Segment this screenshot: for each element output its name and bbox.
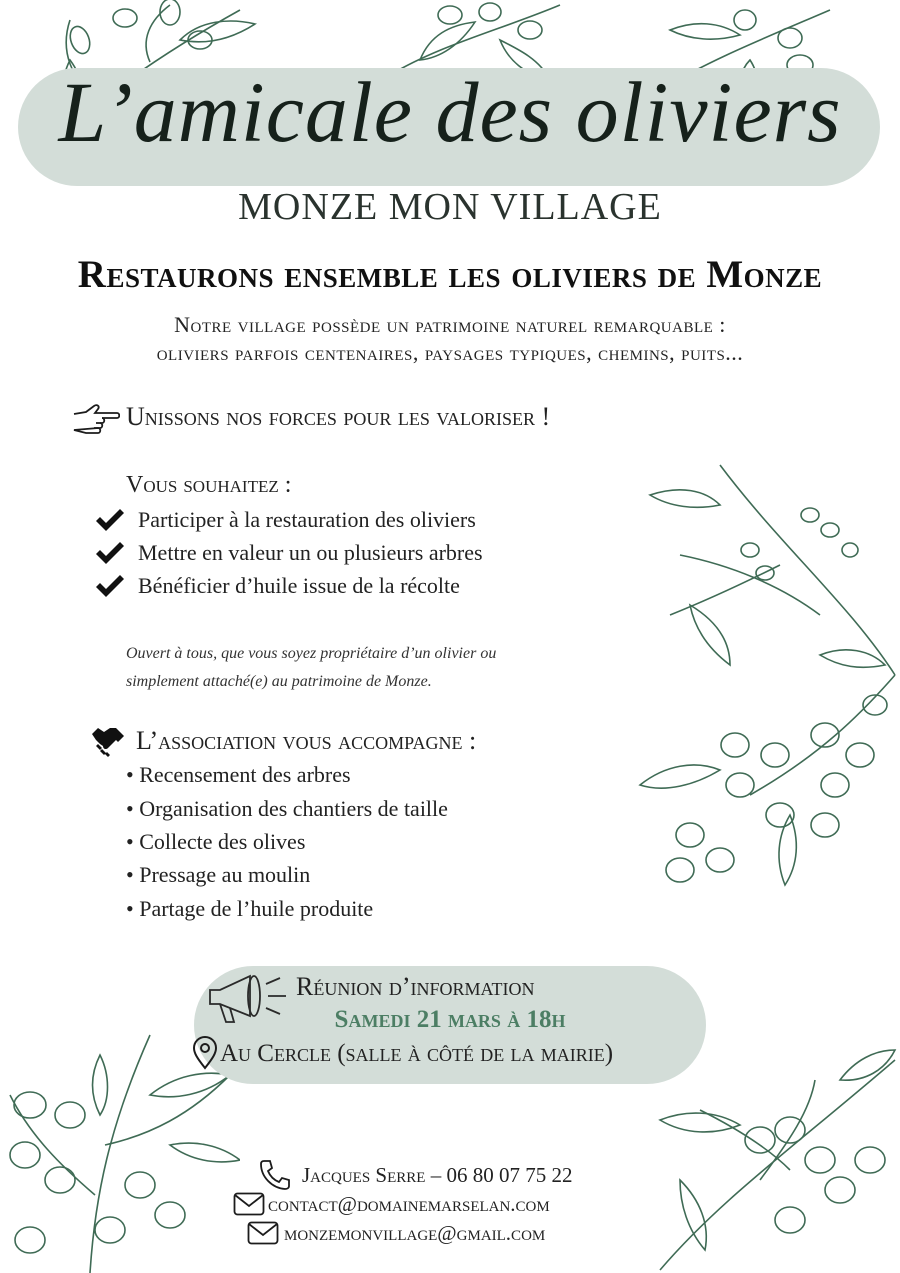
envelope-icon [233, 1192, 265, 1220]
checkmark-icon [94, 507, 126, 533]
open-note [126, 640, 566, 696]
location-pin-icon [192, 1036, 218, 1074]
checkmark-icon [94, 573, 126, 599]
pointing-hand-icon [72, 402, 120, 440]
unite-text: Unissons nos forces pour les valoriser ! [126, 402, 551, 431]
list-item: • Collecte des olives [126, 829, 306, 854]
wish-item-text: Mettre en valeur un ou plusieurs arbres [138, 540, 483, 565]
list-item: • Organisation des chantiers de taille [126, 796, 448, 821]
list-item: • Partage de l’huile produite [126, 896, 374, 921]
handshake-icon [90, 724, 126, 762]
meeting-place: Au Cercle (salle à côté de la mairie) [220, 1040, 614, 1067]
list-item [94, 504, 476, 536]
wish-item-text: Participer à la restauration des oliviers [138, 507, 476, 532]
association-title: L’association vous accompagne : [136, 726, 477, 755]
contact-email-2[interactable]: monzemonvillage@gmail.com [284, 1221, 546, 1245]
open-note-line-2: simplement attaché(e) au patrimoine de Monze. [126, 673, 432, 690]
list-item [94, 570, 460, 602]
meeting-title: Réunion d’information [296, 972, 535, 1001]
list-item [94, 537, 483, 569]
page-subtitle: MONZE MON VILLAGE [238, 186, 662, 228]
list-item: • Recensement des arbres [126, 762, 351, 787]
contact-email-1[interactable]: contact@domainemarselan.com [268, 1192, 550, 1216]
page-title: L’amicale des oliviers [58, 64, 842, 160]
envelope-icon [247, 1221, 279, 1249]
intro-line-2: oliviers parfois centenaires, paysages typiques, chemins, puits... [156, 340, 744, 365]
checkmark-icon [94, 540, 126, 566]
phone-icon [258, 1158, 292, 1194]
meeting-date: Samedi 21 mars à 18h [334, 1006, 566, 1033]
olive-branch-right-illustration [620, 455, 900, 895]
open-note-line-1: Ouvert à tous, que vous soyez propriétaire d’un olivier ou [126, 645, 497, 662]
olive-branch-bottom-right-illustration [640, 1040, 900, 1273]
intro-line-1: Notre village possède un patrimoine naturel remarquable : [174, 312, 726, 337]
list-item: • Pressage au moulin [126, 862, 311, 887]
contact-phone[interactable]: Jacques Serre – 06 80 07 75 22 [302, 1163, 573, 1187]
main-headline: Restaurons ensemble les oliviers de Monze [77, 253, 823, 296]
wish-item-text: Bénéficier d’huile issue de la récolte [138, 573, 460, 598]
wishes-title: Vous souhaitez : [126, 472, 292, 498]
